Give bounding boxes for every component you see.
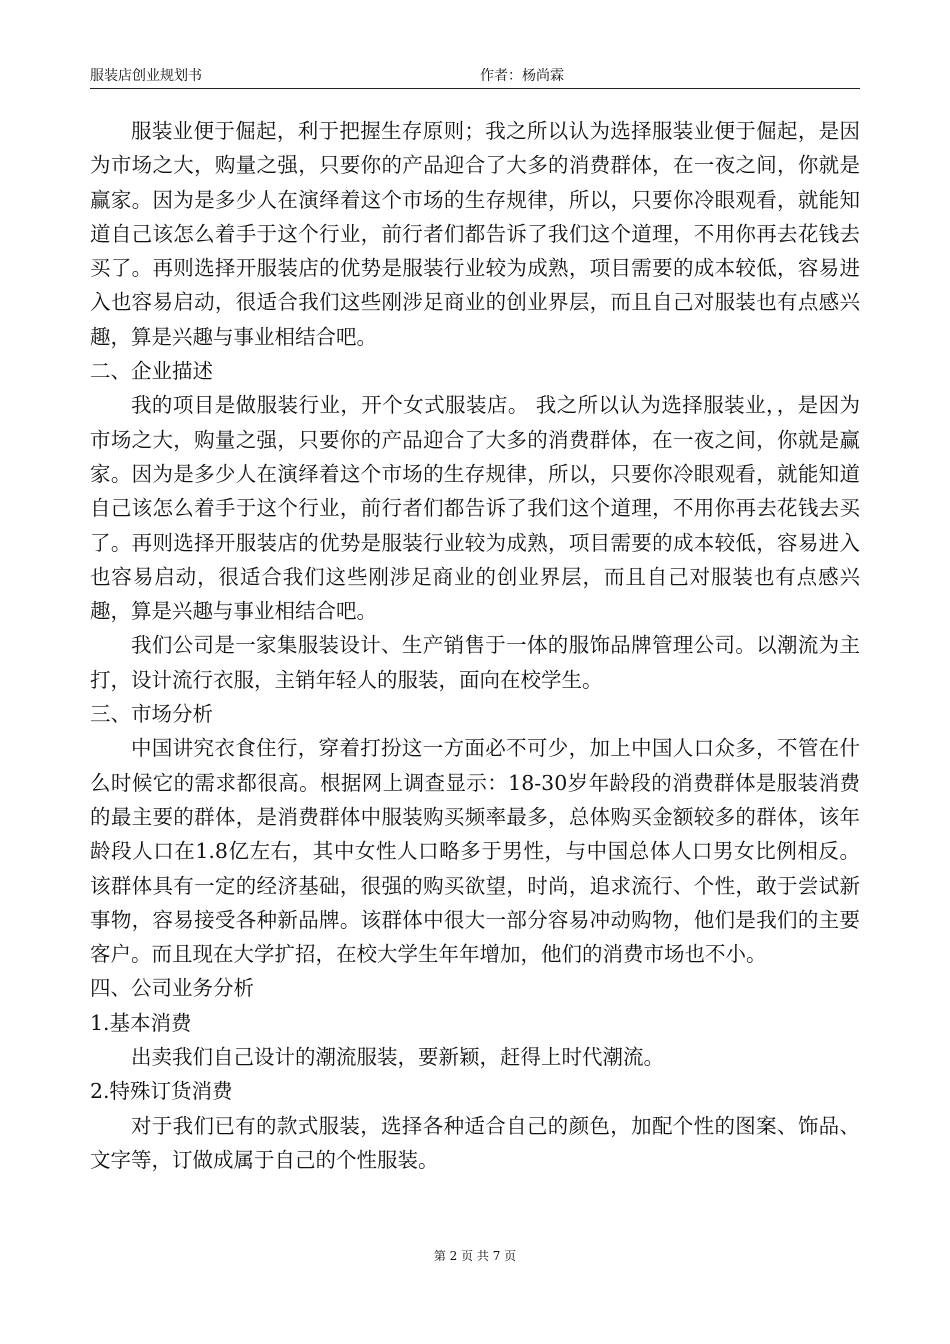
basic-consumption-paragraph: 出卖我们自己设计的潮流服装，要新颖，赶得上时代潮流。 bbox=[131, 1045, 664, 1070]
subheading-basic-consumption: 1.基本消费 bbox=[90, 1010, 192, 1035]
business-description-paragraph-2: 我们公司是一家集服装设计、生产销售于一体的服饰品牌管理公司。以潮流为主打，设计流行衣服，主销年轻人的服装，面向在校学生。 bbox=[90, 633, 860, 692]
special-order-paragraph: 对于我们已有的款式服装，选择各种适合自己的颜色，加配个性的图案、饰品、文字等，订做成属于自己的个性服装。 bbox=[90, 1113, 860, 1172]
section-heading-market-analysis: 三、市场分析 bbox=[90, 702, 213, 727]
page-number: 第 2 页 共 7 页 bbox=[433, 1249, 517, 1263]
document-body bbox=[90, 114, 860, 1177]
section-heading-business-description: 二、企业描述 bbox=[90, 359, 213, 384]
market-analysis-paragraph: 中国讲究衣食住行，穿着打扮这一方面必不可少，加上中国人口众多，不管在什么时候它的需求都很高。根据网上调查显示：18-30岁年龄段的消费群体是服装消费的最主要的群体，是消费群体中服装购买频率最多，总体购买金额较多的群体，该年龄段人口在1.8亿左右，其中女性人口略多于男性，与中国总体人口男女比例相反。该群体具有一定的经济基础，很强的购买欲望，时尚，追求流行、个性，敢于尝试新事物，容易接受各种新品牌。该群体中很大一部分容易冲动购物，他们是我们的主要客户。而且现在大学扩招，在校大学生年年增加，他们的消费市场也不小。 bbox=[90, 736, 860, 967]
section-heading-business-analysis: 四、公司业务分析 bbox=[90, 976, 254, 1001]
author-label: 作者：杨尚霖 bbox=[480, 68, 564, 84]
intro-paragraph: 服装业便于倔起，利于把握生存原则；我之所以认为选择服装业便于倔起，是因为市场之大，购量之强，只要你的产品迎合了大多的消费群体，在一夜之间，你就是赢家。因为是多少人在演绎着这个市场的生存规律，所以，只要你冷眼观看，就能知道自己该怎么着手于这个行业，前行者们都告诉了我们这个道理，不用你再去花钱去买了。再则选择开服装店的优势是服装行业较为成熟，项目需要的成本较低，容易进入也容易启动，很适合我们这些刚涉足商业的创业界层，而且自己对服装也有点感兴趣，算是兴趣与事业相结合吧。 bbox=[90, 119, 860, 349]
header-divider bbox=[90, 88, 860, 89]
subheading-special-order: 2.特殊订货消费 bbox=[90, 1079, 233, 1104]
page-header bbox=[90, 67, 860, 91]
business-description-paragraph-1: 我的项目是做服装行业，开个女式服装店。 我之所以认为选择服装业，，是因为市场之大，购量之强，只要你的产品迎合了大多的消费群体，在一夜之间，你就是赢家。因为是多少人在演绎着这个市场的生存规律，所以，只要你冷眼观看，就能知道自己该怎么着手于这个行业，前行者们都告诉了我们这个道理，不用你再去花钱去买了。再则选择开服装店的优势是服装行业较为成熟，项目需要的成本较低，容易进入也容易启动，很适合我们这些刚涉足商业的创业界层，而且自己对服装也有点感兴趣，算是兴趣与事业相结合吧。 bbox=[90, 393, 860, 624]
document-title: 服装店创业规划书 bbox=[90, 68, 202, 84]
